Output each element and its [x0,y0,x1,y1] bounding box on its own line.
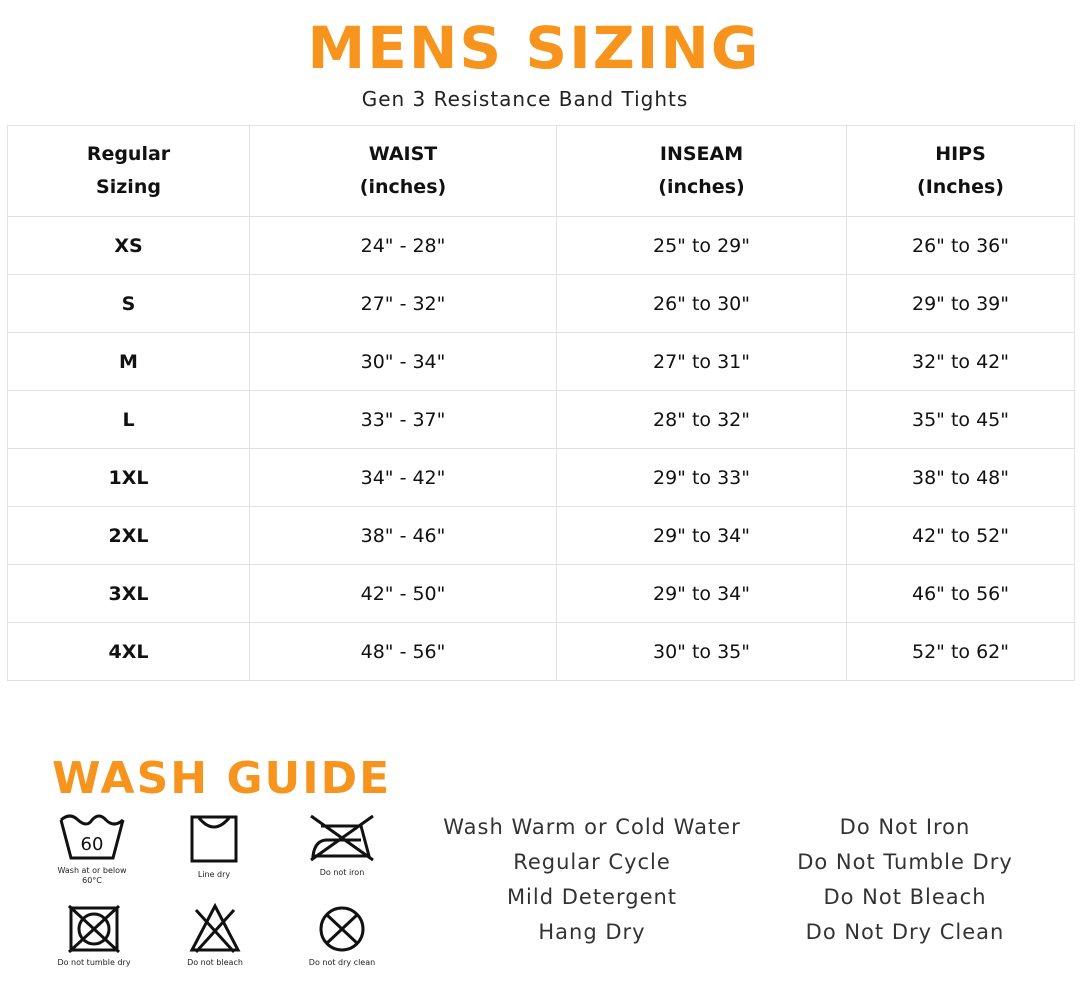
do-not-tumble-dry-icon-block [34,904,154,968]
inseam-cell: 25" to 29" [557,217,847,275]
icon-caption: Do not tumble dry [57,958,131,967]
size-table [7,125,1075,681]
table-row [8,275,1075,333]
table-row [8,449,1075,507]
icon-caption: Do not dry clean [308,958,376,967]
waist-cell: 34" - 42" [250,449,557,507]
size-cell: 2XL [8,507,250,565]
waist-cell: 30" - 34" [250,333,557,391]
table-row [8,391,1075,449]
do-not-bleach-icon [188,902,242,954]
size-cell: 1XL [8,449,250,507]
wash-60-icon [57,812,127,862]
line-dry-icon-block [154,814,274,880]
hips-cell: 29" to 39" [847,275,1075,333]
inseam-cell: 27" to 31" [557,333,847,391]
icon-caption: Do not iron [319,868,365,877]
wash-60-icon-block [32,812,152,886]
table-row [8,565,1075,623]
size-cell: S [8,275,250,333]
inseam-cell: 29" to 34" [557,507,847,565]
waist-cell: 48" - 56" [250,623,557,681]
inseam-cell: 30" to 35" [557,623,847,681]
waist-cell: 27" - 32" [250,275,557,333]
column-header-hips: HIPS (Inches) [847,126,1075,217]
hips-cell: 46" to 56" [847,565,1075,623]
column-header-regular-sizing: Regular Sizing [8,126,250,217]
table-row [8,507,1075,565]
waist-cell: 38" - 46" [250,507,557,565]
waist-cell: 24" - 28" [250,217,557,275]
care-instruction: Do Not Iron [839,815,971,839]
care-instruction: Mild Detergent [506,885,678,909]
size-cell: M [8,333,250,391]
hips-cell: 52" to 62" [847,623,1075,681]
size-cell: 3XL [8,565,250,623]
do-not-bleach-icon-block [155,902,275,968]
icon-caption: Line dry [197,870,231,879]
size-cell: XS [8,217,250,275]
table-row [8,623,1075,681]
line-dry-icon [189,814,239,866]
hips-cell: 42" to 52" [847,507,1075,565]
inseam-cell: 28" to 32" [557,391,847,449]
do-not-iron-icon-block [282,812,402,878]
icon-caption: Do not bleach [187,958,243,967]
care-instruction: Do Not Tumble Dry [797,850,1013,874]
waist-cell: 42" - 50" [250,565,557,623]
icon-caption: Wash at or below 60°C [57,866,127,885]
waist-cell: 33" - 37" [250,391,557,449]
size-cell: L [8,391,250,449]
do-not-tumble-dry-icon [67,904,121,954]
hips-cell: 32" to 42" [847,333,1075,391]
care-instructions-left [432,812,752,952]
svg-text:60: 60 [80,834,104,855]
page-title: MENS SIZING [307,14,761,82]
table-row [8,217,1075,275]
do-not-iron-icon [307,812,377,864]
column-header-waist: WAIST (inches) [250,126,557,217]
inseam-cell: 26" to 30" [557,275,847,333]
page-subtitle: Gen 3 Resistance Band Tights [361,87,689,111]
hips-cell: 35" to 45" [847,391,1075,449]
wash-guide-title: WASH GUIDE [52,753,392,804]
size-cell: 4XL [8,623,250,681]
hips-cell: 26" to 36" [847,217,1075,275]
hips-cell: 38" to 48" [847,449,1075,507]
inseam-cell: 29" to 33" [557,449,847,507]
table-header-row [8,126,1075,217]
column-header-inseam: INSEAM (inches) [557,126,847,217]
care-instructions-right [780,812,1030,952]
care-instruction: Wash Warm or Cold Water [443,815,741,839]
care-instruction: Hang Dry [538,920,646,944]
care-instruction: Do Not Dry Clean [805,920,1005,944]
care-instruction: Do Not Bleach [823,885,987,909]
do-not-dry-clean-icon [316,904,368,954]
inseam-cell: 29" to 34" [557,565,847,623]
care-instruction: Regular Cycle [513,850,671,874]
table-row [8,333,1075,391]
do-not-dry-clean-icon-block [282,904,402,968]
